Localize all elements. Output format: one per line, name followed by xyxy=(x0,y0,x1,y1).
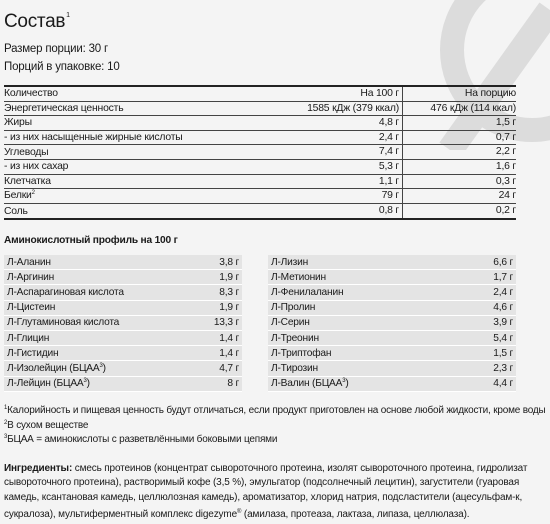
nutrition-row xyxy=(4,189,516,204)
value-per-100g: 4,8 г xyxy=(253,116,403,130)
nutrient-name: - из них насыщенные жирные кислоты xyxy=(4,132,183,144)
nutrient-label xyxy=(4,161,253,172)
amino-name-text: Л-Аспарагиновая кислота xyxy=(7,286,124,298)
amino-row xyxy=(4,377,242,392)
footnote-text: БЦАА = аминокислоты с разветвлёнными боковыми цепями xyxy=(7,434,278,445)
amino-row xyxy=(4,316,242,331)
amino-row xyxy=(4,361,242,376)
amino-name-text: Л-Лизин xyxy=(271,256,309,268)
amino-row xyxy=(268,346,516,361)
header-label: Количество xyxy=(4,88,58,100)
footnote-text: Калорийность и пищевая ценность будут отличаться, если продукт приготовлен на основе любой жидкости, кроме воды xyxy=(7,405,546,416)
footnote-mark: 3 xyxy=(83,378,87,385)
amino-value: 1,7 г xyxy=(493,271,513,283)
value-per-serving: 0,2 г xyxy=(495,204,516,216)
footnote xyxy=(4,420,88,431)
amino-name xyxy=(268,363,493,374)
value-per-serving: 1,6 г xyxy=(495,160,516,172)
footnote-mark: 3 xyxy=(99,362,103,369)
value-per-100g: 0,8 г xyxy=(253,204,403,219)
footnote-text: В сухом веществе xyxy=(7,420,89,431)
amino-value: 1,4 г xyxy=(219,347,239,359)
amino-value: 6,6 г xyxy=(493,256,513,268)
amino-name-text: Л-Триптофан xyxy=(271,347,332,359)
amino-row xyxy=(268,316,516,331)
nutrient-name: Жиры xyxy=(4,117,32,129)
amino-row xyxy=(4,285,242,300)
amino-name xyxy=(4,378,227,389)
nutrient-name: Энергетическая ценность xyxy=(4,102,124,114)
amino-row xyxy=(268,377,516,392)
amino-name-text: Л-Гистидин xyxy=(7,347,59,359)
value-per-100g: 1585 кДж (379 ккал) xyxy=(253,102,403,116)
amino-value: 4,7 г xyxy=(219,362,239,374)
amino-value: 13,3 г xyxy=(213,317,239,329)
amino-section-title: Аминокислотный профиль на 100 г xyxy=(4,235,178,246)
amino-value: 1,9 г xyxy=(219,271,239,283)
amino-name-text: Л-Пролин xyxy=(271,302,316,314)
amino-value: 3,8 г xyxy=(219,256,239,268)
amino-name xyxy=(4,287,219,298)
nutrition-row xyxy=(4,145,516,160)
amino-row xyxy=(4,301,242,316)
amino-name-text: Л-Глутаминовая кислота xyxy=(7,317,120,329)
amino-value: 5,4 г xyxy=(493,332,513,344)
amino-name xyxy=(4,302,219,313)
nutrition-row xyxy=(4,160,516,175)
amino-name xyxy=(268,272,493,283)
amino-value: 1,9 г xyxy=(219,302,239,314)
amino-name-text: Л-Изолейцин (БЦАА xyxy=(7,362,100,374)
nutrient-label xyxy=(4,176,253,187)
nutrient-label xyxy=(4,117,253,128)
nutrient-name: - из них сахар xyxy=(4,161,69,173)
amino-name-text: Л-Фенилаланин xyxy=(271,286,344,298)
value-per-serving: 0,7 г xyxy=(495,131,516,143)
nutrient-name: Соль xyxy=(4,205,28,217)
amino-row xyxy=(268,331,516,346)
amino-value: 4,6 г xyxy=(493,302,513,314)
amino-table-right xyxy=(268,255,516,392)
value-per-serving: 1,5 г xyxy=(495,117,516,129)
amino-name xyxy=(4,257,219,268)
value-per-100g: 1,1 г xyxy=(253,175,403,189)
ingredients-text: смесь протеинов (концентрат сывороточного протеина, изолят сывороточного протеина, гидролизат сывороточного протеина), растворимый кофе (3,5 %), эмульгатор (подсолнечный лецитин), загустители (гуаровая камедь, ксантановая камедь, целлюлозная камедь), ароматизатор, хлорид натрия, подсластители (ацесульфам-к, сукралоза), мультиферментный комплекс digezyme xyxy=(4,463,528,521)
amino-value: 2,3 г xyxy=(493,362,513,374)
serving-size: Размер порции: 30 г xyxy=(4,43,108,55)
amino-name-text: Л-Треонин xyxy=(271,332,319,344)
amino-row xyxy=(4,331,242,346)
amino-name-text: Л-Аланин xyxy=(7,256,51,268)
footnote-mark: 3 xyxy=(4,434,8,440)
amino-name xyxy=(4,317,214,328)
amino-name-text: Л-Глицин xyxy=(7,332,50,344)
nutrient-name: Клетчатка xyxy=(4,175,51,187)
trademark-mark: ® xyxy=(237,509,242,516)
nutrition-table xyxy=(4,85,516,220)
amino-name xyxy=(268,378,493,389)
servings-per-package: Порций в упаковке: 10 xyxy=(4,61,120,73)
amino-row xyxy=(268,270,516,285)
nutrient-name: Углеводы xyxy=(4,146,49,158)
amino-name xyxy=(268,302,493,313)
value-per-100g: 5,3 г xyxy=(253,160,403,174)
nutrient-label xyxy=(4,206,253,217)
amino-value: 1,4 г xyxy=(219,332,239,344)
amino-row xyxy=(4,255,242,270)
footnote-mark: 3 xyxy=(342,378,346,385)
value-per-serving: 476 кДж (114 ккал) xyxy=(430,102,516,114)
amino-value: 3,9 г xyxy=(493,317,513,329)
amino-value: 4,4 г xyxy=(493,378,513,390)
amino-row xyxy=(268,361,516,376)
amino-name xyxy=(4,363,219,374)
amino-name xyxy=(268,333,493,344)
value-per-100g: 7,4 г xyxy=(253,145,403,159)
amino-name-text: Л-Лейцин (БЦАА xyxy=(7,378,84,390)
amino-name xyxy=(268,287,493,298)
footnote xyxy=(4,434,277,445)
header-per-serving: На порцию xyxy=(464,88,516,99)
nutrient-label xyxy=(4,147,253,158)
nutrition-row xyxy=(4,116,516,131)
value-per-serving: 2,2 г xyxy=(495,146,516,158)
amino-name-suffix: ) xyxy=(86,378,90,390)
amino-row xyxy=(268,285,516,300)
amino-table-left xyxy=(4,255,242,392)
amino-name xyxy=(4,272,219,283)
amino-value: 1,5 г xyxy=(493,347,513,359)
nutrient-name: Белки xyxy=(4,190,32,202)
value-per-100g: 2,4 г xyxy=(253,131,403,145)
amino-name-text: Л-Валин (БЦАА xyxy=(271,378,343,390)
ingredients xyxy=(4,462,546,523)
ingredients-label: Ингредиенты: xyxy=(4,463,73,474)
nutrition-row xyxy=(4,102,516,117)
nutrition-header xyxy=(4,87,516,102)
nutrient-label xyxy=(4,132,253,143)
header-per-100g: На 100 г xyxy=(253,87,403,101)
nutrition-row xyxy=(4,204,516,219)
amino-name-text: Л-Метионин xyxy=(271,271,326,283)
amino-name-suffix: ) xyxy=(102,362,106,374)
amino-name-text: Л-Серин xyxy=(271,317,310,329)
footnote-mark: 2 xyxy=(31,190,35,197)
amino-value: 8 г xyxy=(227,378,239,390)
amino-name-suffix: ) xyxy=(345,378,349,390)
amino-value: 2,4 г xyxy=(493,286,513,298)
amino-name xyxy=(268,348,493,359)
amino-name-text: Л-Тирозин xyxy=(271,362,318,374)
amino-name-text: Л-Цистеин xyxy=(7,302,56,314)
nutrition-row xyxy=(4,131,516,146)
amino-name xyxy=(4,348,219,359)
footnote-mark: 1 xyxy=(4,405,8,411)
footnote xyxy=(4,405,545,416)
amino-name xyxy=(268,257,493,268)
page-title: Состав$^1$ xyxy=(4,11,70,32)
ingredients-tail: (амилаза, протеаза, лактаза, липаза, целлюлаза). xyxy=(241,509,470,521)
value-per-serving: 24 г xyxy=(498,190,516,202)
nutrient-label xyxy=(4,190,253,201)
amino-row xyxy=(4,346,242,361)
footnote-mark: 2 xyxy=(4,420,8,426)
value-per-serving: 0,3 г xyxy=(495,175,516,187)
value-per-100g: 79 г xyxy=(253,189,403,203)
amino-row xyxy=(268,301,516,316)
amino-value: 8,3 г xyxy=(219,286,239,298)
amino-name xyxy=(4,333,219,344)
amino-name-text: Л-Аргинин xyxy=(7,271,55,283)
nutrient-label xyxy=(4,103,253,114)
amino-name xyxy=(268,317,493,328)
nutrition-row xyxy=(4,175,516,190)
amino-row xyxy=(268,255,516,270)
amino-row xyxy=(4,270,242,285)
